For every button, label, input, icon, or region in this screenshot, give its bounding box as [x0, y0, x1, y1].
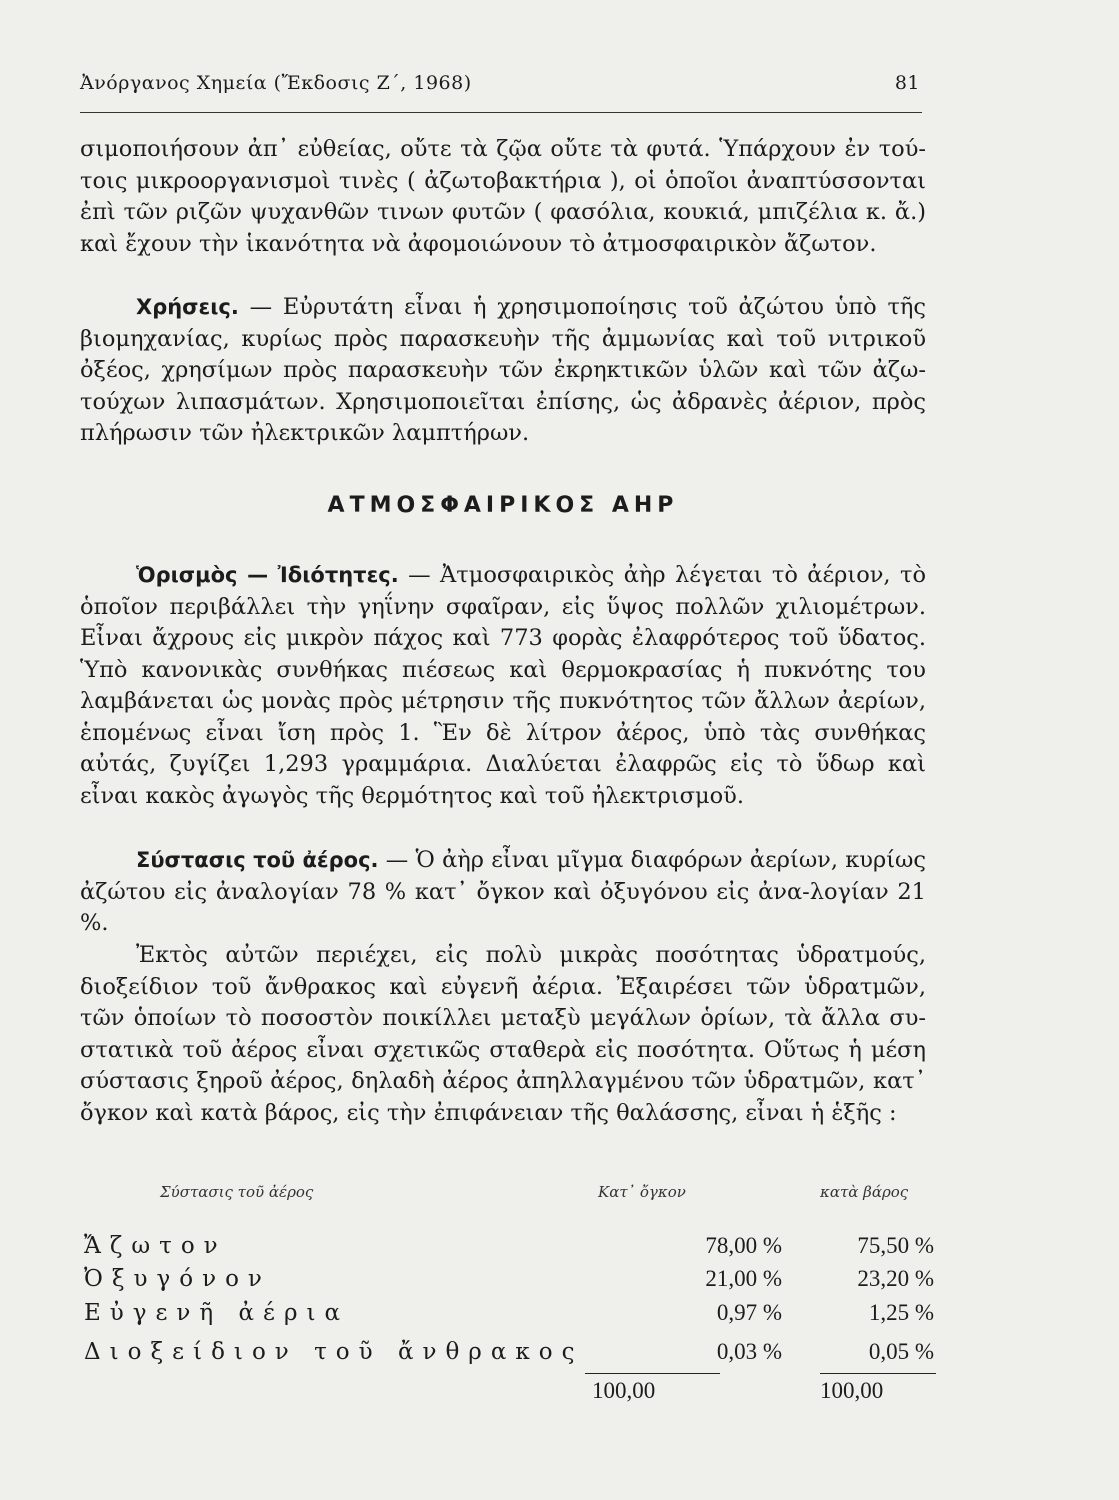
paragraph-1 — [80, 134, 926, 260]
definition-text: — Ἀτμοσφαιρικὸς ἀὴρ λέγεται τὸ ἀέριον, τὸ ὁποῖον περιβάλλει τὴν γηΐνην σφαῖραν, εἰς ὕψος πολλῶν χιλιομέτρων. Εἶναι ἄχρους εἰς μικρὸν πάχος καὶ 773 φορὰς ἐλαφρότερος τοῦ ὕδατος. Ὑπὸ κανονικὰς συνθήκας πιέσεως καὶ θερμοκρασίας ἡ πυκνότης του λαμβάνεται ὡς μονὰς πρὸς μέτρησιν τῆς πυκνότητος τῶν ἄλλων ἀερίων, ἑπομένως εἶναι ἴση πρὸς 1. Ἓν δὲ λίτρον ἀέρος, ὑπὸ τὰς συνθήκας αὐτάς, ζυγίζει 1,293 γραμμάρια. Διαλύεται ἐλαφρῶς εἰς τὸ ὕδωρ καὶ εἶναι κακὸς ἀγωγὸς τῆς θερμότητος καὶ τοῦ ἠλεκτρισμοῦ. — [80, 562, 926, 809]
definition-heading: Ὁρισμὸς — Ἰδιότητες. — [136, 563, 399, 587]
row-name: Ἄζωτον — [84, 1233, 227, 1259]
row-name: Εὐγενῆ ἀέρια — [84, 1300, 350, 1326]
table-row — [84, 1233, 944, 1265]
table-row — [84, 1300, 944, 1332]
section-heading: ΑΤΜΟΣΦΑΙΡΙΚΟΣ ΑΗΡ — [327, 493, 679, 518]
row-volume: 0,97 % — [716, 1300, 782, 1325]
row-weight: 0,05 % — [868, 1339, 934, 1364]
row-volume: 0,03 % — [716, 1339, 782, 1364]
uses-text: — Εὐρυτάτη εἶναι ἡ χρησιμοποίησις τοῦ ἀζώτου ὑπὸ τῆς βιομηχανίας, κυρίως πρὸς παρασκευὴν τῆς ἀμμωνίας καὶ τοῦ νιτρικοῦ ὀξέος, χρησίμων πρὸς παρασκευὴν τῶν ἐκρηκτικῶν ὑλῶν καὶ τῶν ἀζω-τούχων λιπασμάτων. Χρησιμοποιεῖται ἐπίσης, ὡς ἀδρανὲς ἀέριον, πρὸς πλήρωσιν τῶν ἠλεκτρικῶν λαμπτήρων. — [80, 294, 926, 446]
paragraph-composition — [80, 845, 926, 940]
row-volume: 78,00 % — [705, 1233, 782, 1258]
table-row — [84, 1266, 944, 1298]
paragraph-uses — [80, 292, 926, 450]
running-title: Ἀνόργανος Χημεία (Ἔκδοσις Ζ΄, 1968) — [80, 72, 472, 94]
paragraph-other-components — [80, 940, 926, 1129]
table-col-weight: κατὰ βάρος — [820, 1183, 909, 1201]
total-volume: 100,00 — [592, 1378, 656, 1403]
paragraph-1-text: σιμοποιήσουν ἀπ᾿ εὐθείας, οὔτε τὰ ζῷα οὔτε τὰ φυτά. Ὑπάρχουν ἐν τού-τοις μικροοργανισμοὶ τινὲς ( ἀζωτοβακτήρια ), οἱ ὁποῖοι ἀναπτύσσονται ἐπὶ τῶν ριζῶν ψυχανθῶν τινων φυτῶν ( φασόλια, κουκιά, μπιζέλια κ. ἄ.) καὶ ἔχουν τὴν ἱκανότητα νὰ ἀφομοιώνουν τὸ ἀτμοσφαιρικὸν ἄζωτον. — [80, 136, 926, 257]
running-header — [80, 72, 920, 94]
table-col-label: Σύστασις τοῦ ἀέρος — [160, 1183, 314, 1201]
table-row — [84, 1339, 944, 1371]
row-weight: 75,50 % — [857, 1233, 934, 1258]
row-weight: 1,25 % — [868, 1300, 934, 1325]
row-name: Ὀξυγόνον — [84, 1266, 271, 1292]
paragraph-definition — [80, 560, 926, 812]
total-weight: 100,00 — [820, 1378, 884, 1403]
table-col-volume: Κατ᾿ ὄγκον — [598, 1183, 686, 1201]
sum-rule-volume — [585, 1373, 720, 1374]
composition-heading: Σύστασις τοῦ ἀέρος. — [136, 848, 379, 872]
sum-rule-weight — [820, 1373, 936, 1374]
row-name: Διοξείδιον τοῦ ἄνθρακος — [84, 1339, 584, 1365]
page-number: 81 — [894, 72, 920, 94]
header-rule — [80, 112, 922, 113]
composition-text: — Ὁ ἀὴρ εἶναι μῖγμα διαφόρων ἀερίων, κυρίως ἀζώτου εἰς ἀναλογίαν 78 % κατ᾿ ὄγκον καὶ ὀξυγόνου εἰς ἀνα-λογίαν 21 %. — [80, 847, 926, 936]
row-weight: 23,20 % — [857, 1266, 934, 1291]
other-components-text: Ἐκτὸς αὐτῶν περιέχει, εἰς πολὺ μικρὰς ποσότητας ὑδρατμούς, διοξείδιον τοῦ ἄνθρακος καὶ εὐγενῆ ἀέρια. Ἐξαιρέσει τῶν ὑδρατμῶν, τῶν ὁποίων τὸ ποσοστὸν ποικίλλει μεταξὺ μεγάλων ὁρίων, τὰ ἄλλα συ-στατικὰ τοῦ ἀέρος εἶναι σχετικῶς σταθερὰ εἰς ποσότητα. Οὕτως ἡ μέση σύστασις ξηροῦ ἀέρος, δηλαδὴ ἀέρος ἀπηλλαγμένου τῶν ὑδρατμῶν, κατ᾿ ὄγκον καὶ κατὰ βάρος, εἰς τὴν ἐπιφάνειαν τῆς θαλάσσης, εἶναι ἡ ἑξῆς : — [80, 942, 926, 1126]
row-volume: 21,00 % — [705, 1266, 782, 1291]
uses-heading: Χρήσεις. — [136, 295, 239, 319]
